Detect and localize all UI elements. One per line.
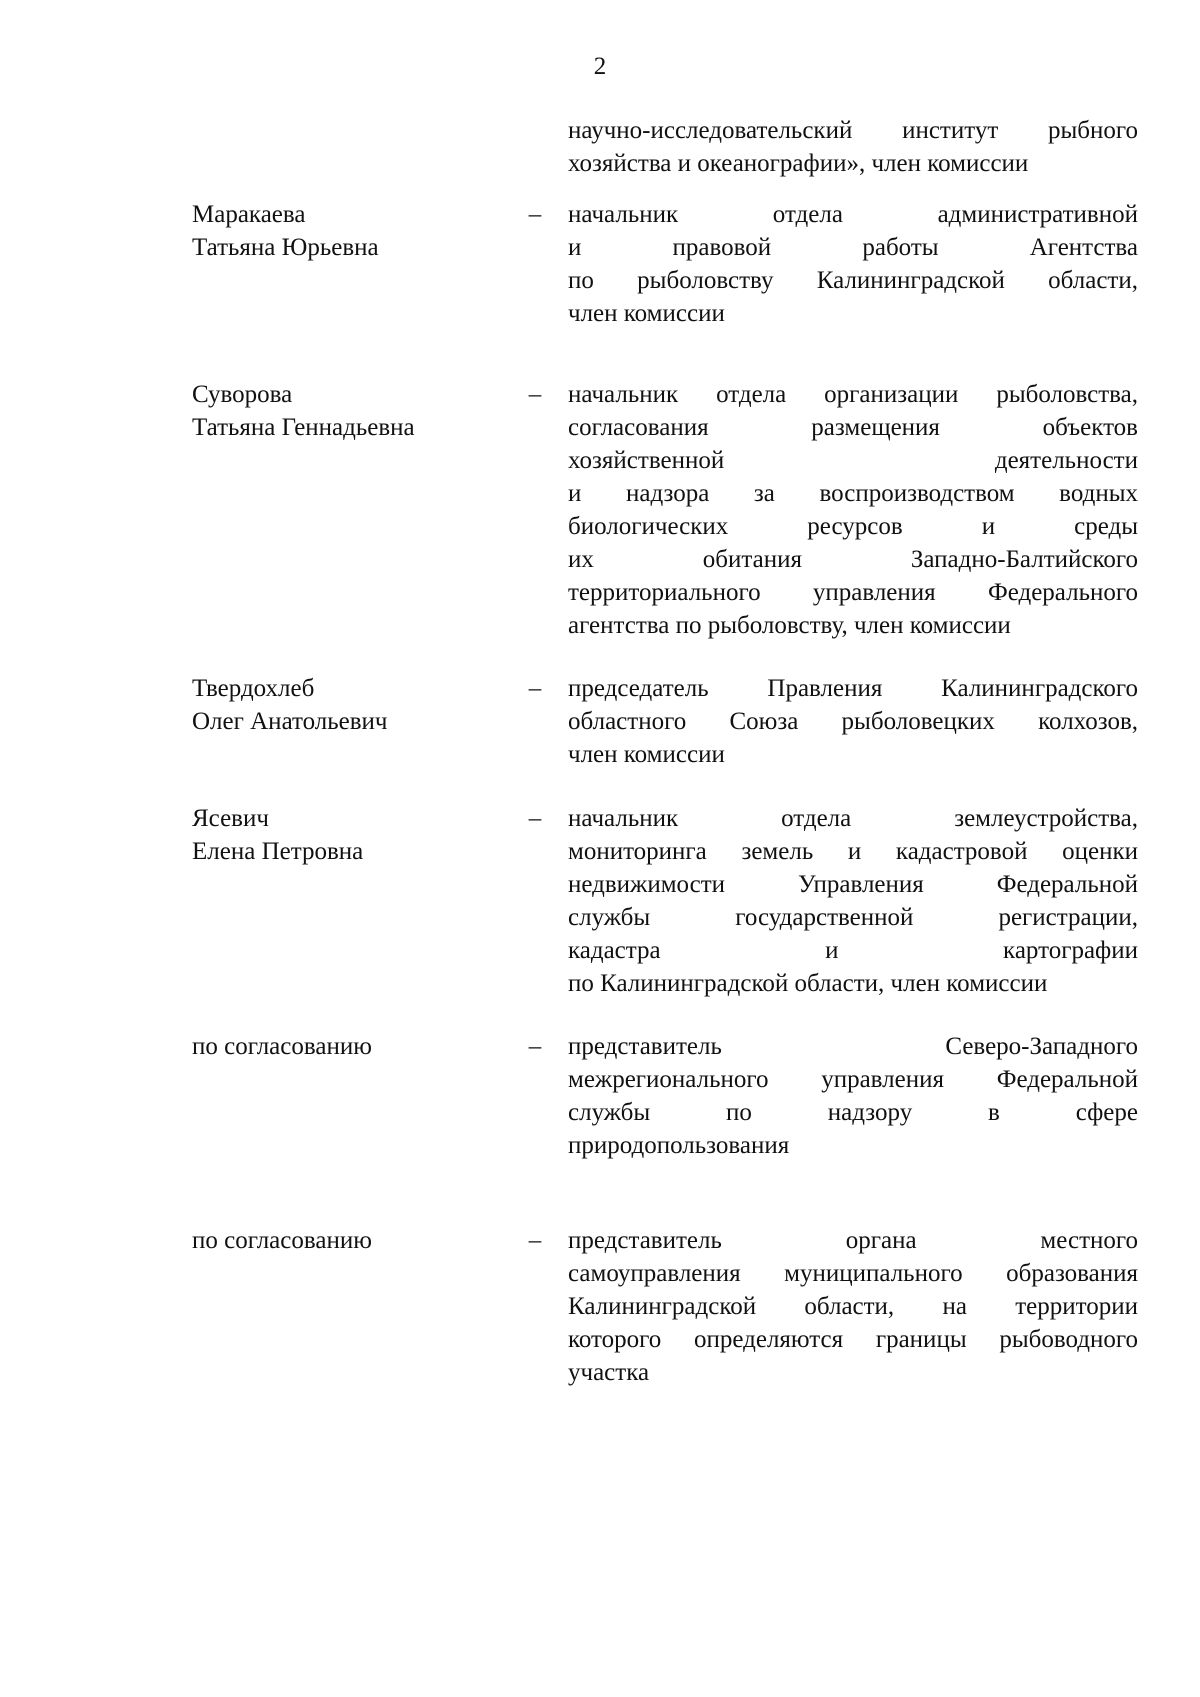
position-line: которого определяются границы рыбоводного — [568, 1326, 1138, 1353]
member-name — [192, 802, 512, 868]
position-line: член комиссии — [568, 741, 725, 768]
member-surname: Ясевич — [192, 805, 269, 832]
member-position — [568, 198, 1138, 330]
intro-continuation — [568, 114, 1138, 180]
member-surname: Суворова — [192, 381, 293, 408]
member-name — [192, 378, 512, 444]
position-line: межрегионального управления Федеральной — [568, 1066, 1138, 1093]
position-line: по рыболовству Калининградской области, — [568, 267, 1138, 294]
dash-separator: – — [528, 805, 542, 832]
position-line: службы государственной регистрации, — [568, 904, 1138, 931]
member-name-line: по согласованию — [192, 1227, 372, 1254]
position-line: недвижимости Управления Федеральной — [568, 871, 1138, 898]
position-line: территориального управления Федерального — [568, 579, 1138, 606]
position-line: представитель Северо-Западного — [568, 1033, 1138, 1060]
dash-separator: – — [528, 381, 542, 408]
position-line: хозяйственной деятельности — [568, 447, 1138, 474]
member-position — [568, 672, 1138, 771]
position-line: председатель Правления Калининградского — [568, 675, 1138, 702]
position-line: по Калининградской области, член комиссии — [568, 970, 1048, 997]
intro-line: научно-исследовательский институт рыбного — [568, 117, 1138, 144]
position-line: областного Союза рыболовецких колхозов, — [568, 708, 1138, 735]
member-given-names: Татьяна Юрьевна — [192, 234, 379, 261]
position-line: самоуправления муниципального образования — [568, 1260, 1138, 1287]
member-surname: Маракаева — [192, 201, 306, 228]
position-line: и правовой работы Агентства — [568, 234, 1138, 261]
position-line: начальник отдела землеустройства, — [568, 805, 1138, 832]
member-name — [192, 672, 512, 738]
position-line: биологических ресурсов и среды — [568, 513, 1138, 540]
position-line: член комиссии — [568, 300, 725, 327]
position-line: Калининградской области, на территории — [568, 1293, 1138, 1320]
member-given-names: Олег Анатольевич — [192, 708, 388, 735]
position-line: кадастра и картографии — [568, 937, 1138, 964]
member-name — [192, 1224, 512, 1257]
member-name-line: по согласованию — [192, 1033, 372, 1060]
member-given-names: Татьяна Геннадьевна — [192, 414, 415, 441]
member-position — [568, 378, 1138, 642]
position-line: природопользования — [568, 1132, 790, 1159]
page-number: 2 — [593, 53, 607, 80]
position-line: службы по надзору в сфере — [568, 1099, 1138, 1126]
position-line: мониторинга земель и кадастровой оценки — [568, 838, 1138, 865]
position-line: представитель органа местного — [568, 1227, 1138, 1254]
position-line: согласования размещения объектов — [568, 414, 1138, 441]
member-surname: Твердохлеб — [192, 675, 315, 702]
dash-separator: – — [528, 1227, 542, 1254]
position-line: и надзора за воспроизводством водных — [568, 480, 1138, 507]
member-name — [192, 1030, 512, 1063]
member-position — [568, 1030, 1138, 1162]
member-position — [568, 802, 1138, 1000]
dash-separator: – — [528, 1033, 542, 1060]
intro-line: хозяйства и океанографии», член комиссии — [568, 150, 1029, 177]
dash-separator: – — [528, 201, 542, 228]
member-name — [192, 198, 512, 264]
member-position — [568, 1224, 1138, 1389]
position-line: начальник отдела организации рыболовства, — [568, 381, 1138, 408]
position-line: участка — [568, 1359, 650, 1386]
position-line: начальник отдела административной — [568, 201, 1138, 228]
position-line: агентства по рыболовству, член комиссии — [568, 612, 1011, 639]
position-line: их обитания Западно-Балтийского — [568, 546, 1138, 573]
member-given-names: Елена Петровна — [192, 838, 364, 865]
dash-separator: – — [528, 675, 542, 702]
